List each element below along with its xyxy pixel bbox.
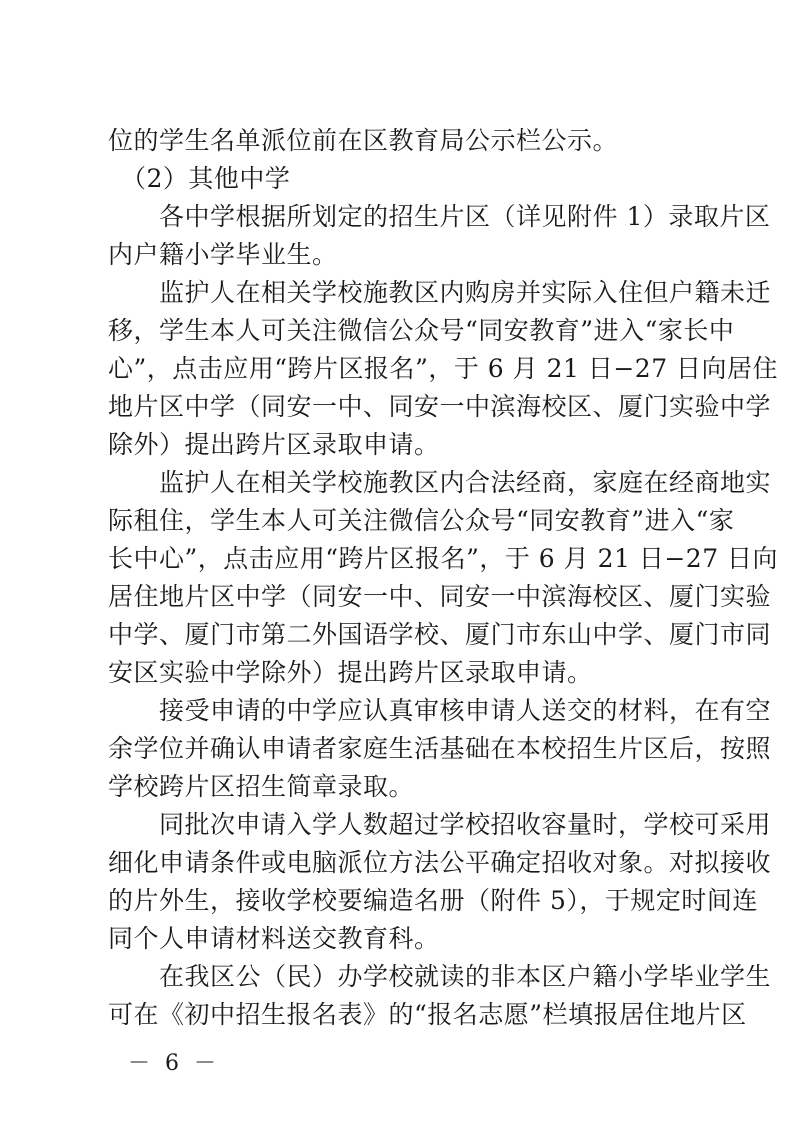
text-line-16: 接受申请的中学应认真审核申请人送交的材料，在有空 [108, 696, 772, 725]
text-line-24: 可在《初中招生报名表》的“报名志愿”栏填报居住地片区 [108, 1000, 747, 1029]
text-line-22: 同个人申请材料送交教育科。 [108, 924, 440, 953]
text-line-7: 心”，点击应用“跨片区报名”，于 6 月 21 日−27 日向居住 [108, 354, 779, 383]
text-line-18: 学校跨片区招生简章录取。 [108, 772, 415, 801]
text-line-9: 除外）提出跨片区录取申请。 [108, 430, 440, 459]
text-line-4: 内户籍小学毕业生。 [108, 240, 338, 269]
page-number: － 6 － [128, 1051, 220, 1076]
text-line-5: 监护人在相关学校施教区内购房并实际入住但户籍未迁 [108, 278, 772, 307]
text-line-14: 中学、厦门市第二外国语学校、厦门市东山中学、厦门市同 [108, 620, 772, 649]
text-line-19: 同批次申请入学人数超过学校招收容量时，学校可采用 [108, 810, 772, 839]
text-line-23: 在我区公（民）办学校就读的非本区户籍小学毕业学生 [108, 962, 772, 991]
text-line-15: 安区实验中学除外）提出跨片区录取申请。 [108, 658, 593, 687]
text-line-13: 居住地片区中学（同安一中、同安一中滨海校区、厦门实验 [108, 582, 772, 611]
text-line-12: 长中心”，点击应用“跨片区报名”，于 6 月 21 日−27 日向 [108, 544, 779, 573]
text-line-8: 地片区中学（同安一中、同安一中滨海校区、厦门实验中学 [108, 392, 772, 421]
text-line-11: 际租住，学生本人可关注微信公众号“同安教育”进入“家 [108, 506, 735, 535]
section-heading-other-middle-schools: （2）其他中学 [108, 164, 291, 193]
text-line-21: 的片外生，接收学校要编造名册（附件 5），于规定时间连 [108, 886, 758, 915]
text-line-6: 移，学生本人可关注微信公众号“同安教育”进入“家长中 [108, 316, 735, 345]
text-line-20: 细化申请条件或电脑派位方法公平确定招收对象。对拟接收 [108, 848, 772, 877]
text-line-10: 监护人在相关学校施教区内合法经商，家庭在经商地实 [108, 468, 772, 497]
text-line-3: 各中学根据所划定的招生片区（详见附件 1）录取片区 [108, 202, 771, 231]
text-line-1: 位的学生名单派位前在区教育局公示栏公示。 [108, 126, 619, 155]
text-line-17: 余学位并确认申请者家庭生活基础在本校招生片区后，按照 [108, 734, 772, 763]
